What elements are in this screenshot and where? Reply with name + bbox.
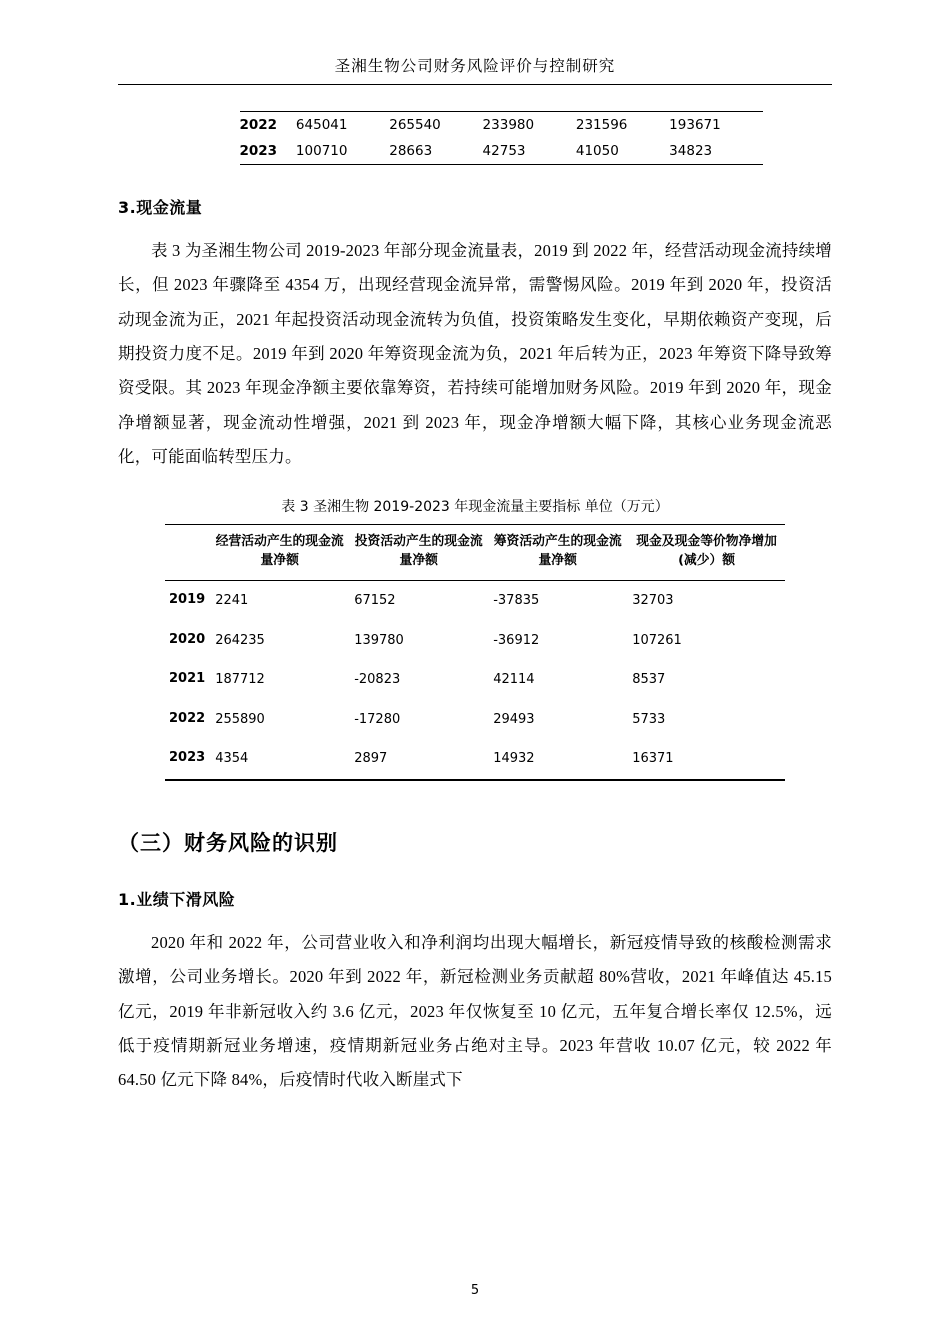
- table-cell-net-change: 32703: [632, 593, 674, 609]
- table-cell-value: 34823: [669, 143, 713, 159]
- table-row: [165, 621, 785, 661]
- header-divider: [118, 84, 832, 85]
- table-cell-year: 2021: [169, 671, 206, 687]
- table-cell-investing: 139780: [354, 632, 404, 648]
- table-cell-financing: -37835: [493, 593, 540, 609]
- table-cell-investing: -17280: [354, 711, 401, 727]
- page-header: [118, 54, 832, 84]
- column-header-net-change: 现金及现金等价物净增加(减少）额: [626, 525, 785, 581]
- top-partial-table-wrapper: [188, 111, 763, 165]
- table-cell-operating: 4354: [215, 751, 249, 767]
- table-cell-value: 233980: [482, 117, 535, 133]
- cashflow-table: [165, 524, 785, 781]
- table-cell-operating: 2241: [215, 593, 249, 609]
- cashflow-table-wrapper: [165, 524, 785, 781]
- table-cell-investing: 2897: [354, 751, 388, 767]
- table-cell-value: 265540: [389, 117, 441, 133]
- table-cell-operating: 255890: [215, 711, 265, 727]
- paragraph-performance-decline: 2020 年和 2022 年，公司营业收入和净利润均出现大幅增长，新冠疫情导致的核酸检测需求激增，公司业务增长。2020 年到 2022 年，新冠检测业务贡献超 80%营收，2021 年峰值达 45.15 亿元，2019 年非新冠收入约 3.6 亿元，2023 年仅恢复至 10 亿元，五年复合增长率仅 12.5%，远低于疫情期新冠业务增速，疫情期新冠业务占绝对主导。2023 年营收 10.07 亿元，较 2022 年 64.50 亿元下降 84%，后疫情时代收入断崖式下: [118, 933, 832, 1090]
- table-row: [240, 112, 763, 139]
- table-cell-net-change: 5733: [632, 711, 666, 727]
- table-cell-investing: -20823: [354, 672, 401, 688]
- table-cell-financing: 29493: [493, 711, 535, 727]
- table-cell-financing: 14932: [493, 751, 535, 767]
- table-cell-value: 100710: [295, 143, 348, 159]
- header-title: 圣湘生物公司财务风险评价与控制研究: [334, 57, 616, 75]
- table-cell-year: 2023: [239, 143, 278, 159]
- table-row: [165, 581, 785, 621]
- table-cell-value: 231596: [575, 117, 628, 133]
- column-header-operating: 经营活动产生的现金流量净额: [209, 525, 348, 581]
- section-heading-performance-decline: 1.业绩下滑风险: [118, 890, 236, 910]
- section-heading-cashflow: 3.现金流量: [118, 198, 203, 217]
- table-cell-value: 28663: [389, 143, 433, 159]
- table-caption-cashflow: 表 3 圣湘生物 2019-2023 年现金流量主要指标 单位（万元）: [281, 499, 669, 516]
- table-cell-year: 2022: [239, 117, 278, 133]
- table-cell-net-change: 8537: [632, 672, 666, 688]
- table-cell-year: 2023: [169, 750, 206, 766]
- table-cell-operating: 187712: [215, 672, 265, 688]
- table-cell-investing: 67152: [354, 593, 396, 609]
- table-row: [240, 138, 763, 165]
- column-header-investing: 投资活动产生的现金流量净额: [348, 525, 487, 581]
- table-cell-year: 2020: [169, 631, 206, 647]
- table-cell-year: 2022: [169, 710, 206, 726]
- table-row: [165, 700, 785, 740]
- top-partial-table: [240, 111, 763, 165]
- table-cell-year: 2019: [169, 592, 206, 608]
- table-cell-net-change: 16371: [632, 751, 674, 767]
- table-header-row: [165, 525, 785, 581]
- table-row: [165, 739, 785, 780]
- table-cell-net-change: 107261: [632, 632, 682, 648]
- table-cell-value: 42753: [482, 143, 526, 159]
- table-cell-financing: 42114: [493, 672, 535, 688]
- table-cell-value: 41050: [575, 143, 619, 159]
- table-cell-value: 645041: [295, 117, 348, 133]
- table-row: [165, 660, 785, 700]
- page-number: 5: [470, 1283, 480, 1298]
- table-cell-value: 193671: [669, 117, 721, 133]
- section-heading-risk-identification: （三）财务风险的识别: [118, 831, 338, 856]
- table-cell-financing: -36912: [493, 632, 540, 648]
- column-header-financing: 筹资活动产生的现金流量净额: [487, 525, 626, 581]
- paragraph-cashflow: 表 3 为圣湘生物公司 2019-2023 年部分现金流量表，2019 到 2022 年，经营活动现金流持续增长，但 2023 年骤降至 4354 万，出现经营现金流异常，需警惕风险。2019 年到 2020 年，投资活动现金流为正，2021 年起投资活动现金流转为负值，投资策略发生变化，早期依赖资产变现，后期投资力度不足。2019 年到 2020 年筹资现金流为负，2021 年后转为正，2023 年筹资下降导致筹资受限。其 2023 年现金净额主要依靠筹资，若持续可能增加财务风险。2019 年到 2020 年，现金净增额显著，现金流动性增强，2021 到 2023 年，现金净增额大幅下降，其核心业务现金流恶化，可能面临转型压力。: [118, 241, 832, 466]
- column-header-blank: [165, 525, 209, 581]
- table-cell-operating: 264235: [215, 632, 265, 648]
